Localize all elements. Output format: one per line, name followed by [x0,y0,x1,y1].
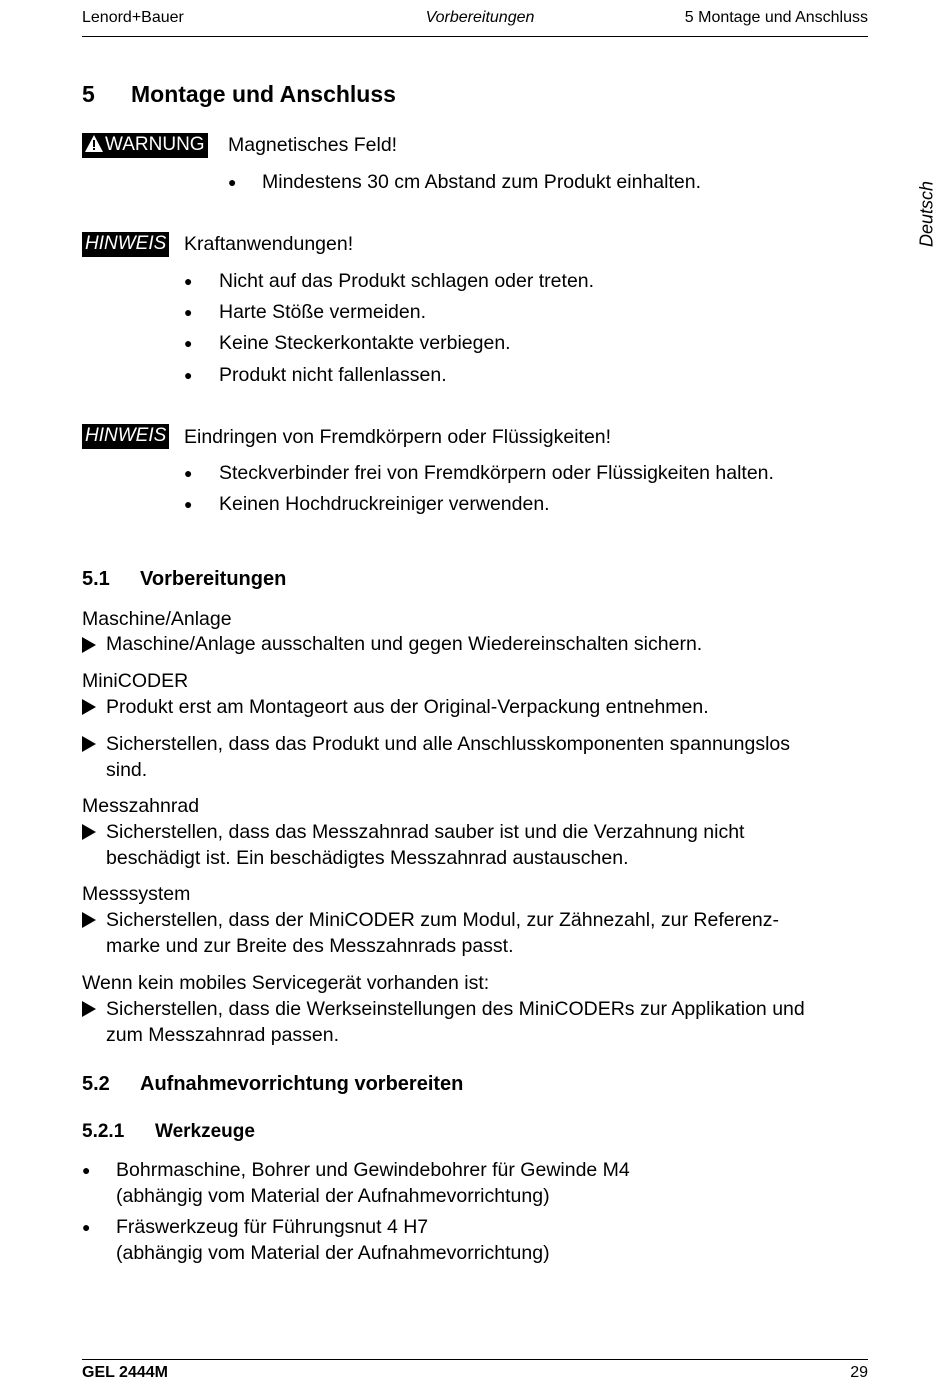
notice-title: Eindringen von Fremdkörpern oder Flüssigkeiten! [184,426,612,448]
step-text: beschädigt ist. Ein beschädigtes Messzahnrad austauschen. [106,847,629,869]
notice-item: Keine Steckerkontakte verbiegen. [219,332,511,354]
step-text: Sicherstellen, dass das Produkt und alle Anschlusskomponenten spannungslos [106,733,791,755]
language-tab: Deutsch [916,180,937,248]
header-company: Lenord+Bauer [82,9,184,26]
bullet: ● [184,465,193,481]
step-text: Produkt erst am Montageort aus der Original-Verpackung entnehmen. [106,696,709,718]
group-label: Wenn kein mobiles Servicegerät vorhanden ist: [82,972,490,994]
step-text: sind. [106,759,148,781]
step-arrow-icon [82,637,96,653]
step-text: Sicherstellen, dass das Messzahnrad sauber ist und die Verzahnung nicht [106,821,745,843]
header-rule [82,36,868,37]
bullet: ● [184,335,193,351]
step-text: zum Messzahnrad passen. [106,1024,340,1046]
tool-item-note: (abhängig vom Material der Aufnahmevorrichtung) [116,1185,550,1207]
subsection-number: 5.2.1 [82,1121,125,1142]
header-section: Vorbereitungen [425,9,535,26]
footer-rule [82,1359,868,1360]
step-text: Maschine/Anlage ausschalten und gegen Wiedereinschalten sichern. [106,633,703,655]
group-label: Maschine/Anlage [82,608,232,630]
tool-item-note: (abhängig vom Material der Aufnahmevorrichtung) [116,1242,550,1264]
tool-item: Fräswerkzeug für Führungsnut 4 H7 [116,1216,429,1238]
notice-badge: HINWEIS [82,424,169,449]
bullet: ● [82,1162,91,1178]
footer-doc-id: GEL 2444M [82,1364,168,1381]
notice-item: Keinen Hochdruckreiniger verwenden. [219,493,550,515]
step-arrow-icon [82,736,96,752]
notice-item: Steckverbinder frei von Fremdkörpern oder Flüssigkeiten halten. [219,462,774,484]
section-number: 5.2 [82,1073,110,1095]
page-number: 29 [850,1364,868,1381]
bullet: ● [82,1219,91,1235]
notice-item: Produkt nicht fallenlassen. [219,364,447,386]
step-text: Sicherstellen, dass der MiniCODER zum Modul, zur Zähnezahl, zur Referenz- [106,909,780,931]
step-arrow-icon [82,699,96,715]
notice-item: Harte Stöße vermeiden. [219,301,427,323]
notice-item: Nicht auf das Produkt schlagen oder treten. [219,270,595,292]
warning-badge [82,133,208,158]
step-arrow-icon [82,912,96,928]
tool-item: Bohrmaschine, Bohrer und Gewindebohrer für Gewinde M4 [116,1159,630,1181]
warning-badge-label: WARNUNG [105,134,205,155]
header-chapter: 5 Montage und Anschluss [684,9,868,26]
warning-title: Magnetisches Feld! [228,134,398,156]
step-text: marke und zur Breite des Messzahnrads passt. [106,935,514,957]
subsection-title: Werkzeuge [155,1121,255,1142]
group-label: Messzahnrad [82,795,200,817]
bullet: ● [228,174,237,190]
section-title: Vorbereitungen [140,568,287,590]
section-title: Aufnahmevorrichtung vorbereiten [140,1073,464,1095]
warning-item: Mindestens 30 cm Abstand zum Produkt einhalten. [262,171,701,193]
bullet: ● [184,273,193,289]
bullet: ● [184,367,193,383]
step-text: Sicherstellen, dass die Werkseinstellungen des MiniCODERs zur Applikation und [106,998,805,1020]
page-header [82,9,868,29]
bullet: ● [184,304,193,320]
chapter-number: 5 [82,81,95,107]
step-arrow-icon [82,1001,96,1017]
chapter-title: Montage und Anschluss [131,81,396,107]
warning-triangle-icon [85,135,103,152]
notice-badge: HINWEIS [82,232,169,257]
bullet: ● [184,496,193,512]
notice-title: Kraftanwendungen! [184,233,354,255]
group-label: Messsystem [82,883,191,905]
section-number: 5.1 [82,568,110,590]
step-arrow-icon [82,824,96,840]
group-label: MiniCODER [82,670,189,692]
